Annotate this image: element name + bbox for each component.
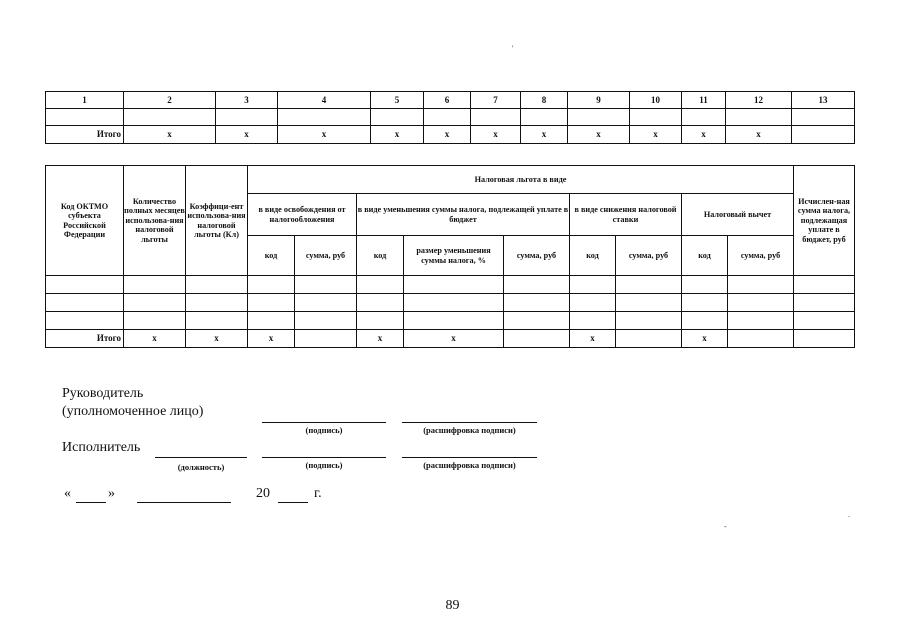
cell[interactable] [682, 312, 728, 330]
cell[interactable] [278, 109, 371, 126]
sub-exempt: в виде освобождения от налогообложения [248, 194, 357, 236]
total-cell: x [568, 126, 630, 144]
total-cell: x [216, 126, 278, 144]
total-cell: x [248, 330, 295, 348]
col-header: 6 [424, 92, 471, 109]
cell[interactable] [357, 276, 404, 294]
cell[interactable] [794, 294, 855, 312]
total-row [46, 126, 855, 144]
sub-rate: в виде снижения налоговой ставки [570, 194, 682, 236]
date-open-quote: « [64, 486, 71, 501]
total-cell: x [424, 126, 471, 144]
total-row [46, 330, 855, 348]
col-header: 2 [124, 92, 216, 109]
head-signature-line[interactable] [262, 422, 386, 423]
col-header: 12 [726, 92, 792, 109]
col-header: 10 [630, 92, 682, 109]
cell[interactable] [404, 312, 504, 330]
year-prefix: 20 [256, 486, 270, 501]
executor-signature-line[interactable] [262, 457, 386, 458]
cell[interactable] [616, 276, 682, 294]
col-sum: сумма, руб [616, 236, 682, 276]
col-calculated: Исчислен-ная сумма налога, подлежащая уплате в бюджет, руб [794, 166, 855, 276]
cell[interactable] [570, 276, 616, 294]
cell[interactable] [471, 109, 521, 126]
cell[interactable] [570, 312, 616, 330]
scan-mark: . [848, 510, 850, 519]
cell[interactable] [46, 294, 124, 312]
total-cell: x [124, 126, 216, 144]
cell[interactable] [248, 294, 295, 312]
total-cell[interactable] [295, 330, 357, 348]
col-header: 9 [568, 92, 630, 109]
cell[interactable] [794, 276, 855, 294]
col-header: 13 [792, 92, 855, 109]
date-day-line[interactable] [76, 502, 106, 503]
cell[interactable] [616, 312, 682, 330]
col-header: 7 [471, 92, 521, 109]
col-sum: сумма, руб [295, 236, 357, 276]
total-cell: x [186, 330, 248, 348]
cell[interactable] [124, 109, 216, 126]
cell[interactable] [504, 294, 570, 312]
cell[interactable] [124, 312, 186, 330]
position-caption: (должность) [177, 462, 225, 472]
col-code: код [570, 236, 616, 276]
col-sum: сумма, руб [728, 236, 794, 276]
cell[interactable] [124, 276, 186, 294]
cell[interactable] [371, 109, 424, 126]
col-reduce-pct: размер уменьшения суммы налога, % [404, 236, 504, 276]
page-number: 89 [445, 598, 460, 613]
col-header: 5 [371, 92, 424, 109]
executor-decode-line[interactable] [402, 457, 537, 458]
total-cell[interactable] [794, 330, 855, 348]
cell[interactable] [794, 312, 855, 330]
total-cell: x [404, 330, 504, 348]
total-cell: x [278, 126, 371, 144]
header-row-1 [46, 166, 855, 194]
col-code: код [682, 236, 728, 276]
head-label: Руководитель [62, 386, 144, 401]
cell[interactable] [186, 294, 248, 312]
group-benefit: Налоговая льгота в виде [248, 166, 794, 194]
cell[interactable] [568, 109, 630, 126]
total-cell[interactable] [616, 330, 682, 348]
cell[interactable] [186, 276, 248, 294]
col-header: 4 [278, 92, 371, 109]
cell[interactable] [295, 312, 357, 330]
cell[interactable] [124, 294, 186, 312]
cell[interactable] [46, 109, 124, 126]
table-row [46, 312, 855, 330]
table-row [46, 294, 855, 312]
cell[interactable] [728, 276, 794, 294]
total-cell[interactable] [504, 330, 570, 348]
cell[interactable] [630, 109, 682, 126]
cell[interactable] [682, 294, 728, 312]
cell[interactable] [46, 276, 124, 294]
total-cell: x [570, 330, 616, 348]
col-header: 11 [682, 92, 726, 109]
cell[interactable] [295, 276, 357, 294]
cell[interactable] [682, 109, 726, 126]
total-cell: x [471, 126, 521, 144]
col-coefficient: Коэффици-ент использова-ния налоговой льготы (Кл) [186, 166, 248, 276]
cell[interactable] [726, 109, 792, 126]
col-header: 1 [46, 92, 124, 109]
cell[interactable] [424, 109, 471, 126]
date-month-line[interactable] [137, 502, 231, 503]
group-deduction: Налоговый вычет [682, 194, 794, 236]
total-cell: x [682, 330, 728, 348]
col-code: код [357, 236, 404, 276]
cell[interactable] [357, 294, 404, 312]
scan-mark: ' [512, 44, 514, 53]
decode-caption: (расшифровка подписи) [423, 460, 516, 470]
cell[interactable] [570, 294, 616, 312]
total-cell[interactable] [728, 330, 794, 348]
cell[interactable] [728, 294, 794, 312]
tax-benefit-table [45, 165, 855, 348]
authorized-label: (уполномоченное лицо) [62, 404, 204, 419]
cell[interactable] [504, 312, 570, 330]
cell[interactable] [404, 276, 504, 294]
total-cell[interactable] [792, 126, 855, 144]
col-oktmo: Код ОКТМО субъекта Российской Федерации [46, 166, 124, 276]
sub-reduce: в виде уменьшения суммы налога, подлежащей уплате в бюджет [357, 194, 570, 236]
header-row [46, 92, 855, 109]
cell[interactable] [295, 294, 357, 312]
total-label: Итого [46, 330, 124, 348]
decode-caption: (расшифровка подписи) [423, 425, 516, 435]
total-cell: x [726, 126, 792, 144]
col-header: 8 [521, 92, 568, 109]
total-cell: x [521, 126, 568, 144]
year-suffix: г. [314, 486, 322, 501]
total-cell: x [371, 126, 424, 144]
head-decode-line[interactable] [402, 422, 537, 423]
cell[interactable] [186, 312, 248, 330]
date-year-line[interactable] [278, 502, 308, 503]
cell[interactable] [792, 109, 855, 126]
scan-mark: - [724, 522, 727, 531]
executor-position-line[interactable] [155, 457, 247, 458]
cell[interactable] [248, 276, 295, 294]
cell[interactable] [504, 276, 570, 294]
executor-label: Исполнитель [62, 440, 141, 455]
col-code: код [248, 236, 295, 276]
cell[interactable] [521, 109, 568, 126]
total-cell: x [630, 126, 682, 144]
signature-caption: (подпись) [305, 425, 343, 435]
cell[interactable] [682, 276, 728, 294]
cell[interactable] [248, 312, 295, 330]
col-header: 3 [216, 92, 278, 109]
total-cell: x [124, 330, 186, 348]
cell[interactable] [616, 294, 682, 312]
cell[interactable] [357, 312, 404, 330]
table-columns-1-13 [45, 91, 855, 144]
date-close-quote: » [108, 486, 115, 501]
col-sum: сумма, руб [504, 236, 570, 276]
table-row [46, 276, 855, 294]
total-cell: x [682, 126, 726, 144]
total-label: Итого [46, 126, 124, 144]
cell[interactable] [404, 294, 504, 312]
cell[interactable] [728, 312, 794, 330]
table-row [46, 109, 855, 126]
signature-caption: (подпись) [305, 460, 343, 470]
total-cell: x [357, 330, 404, 348]
cell[interactable] [216, 109, 278, 126]
col-months: Количество полных месяцев использова-ния налоговой льготы [124, 166, 186, 276]
cell[interactable] [46, 312, 124, 330]
